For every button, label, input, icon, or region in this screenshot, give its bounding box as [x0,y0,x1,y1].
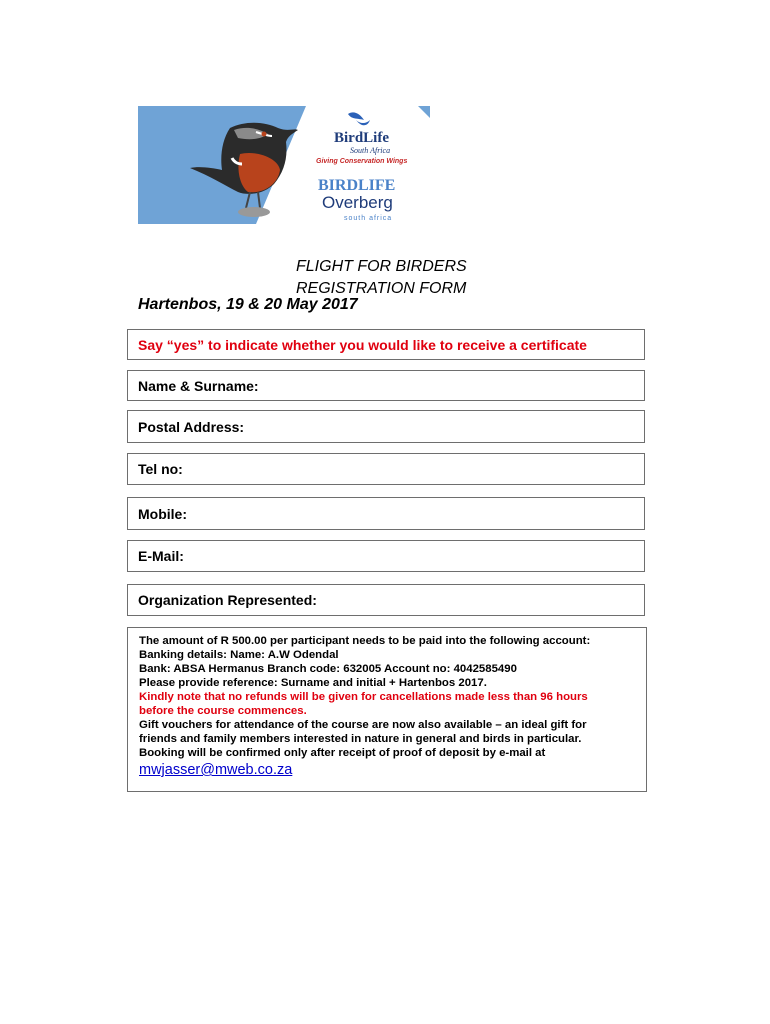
contact-email-link[interactable]: mwjasser@mweb.co.za [139,762,293,778]
logo-birdlife-text: BirdLife [334,130,389,146]
reference-text: Please provide reference: Surname and initial + Hartenbos 2017. [139,677,487,689]
form-title [296,256,467,300]
email-field[interactable] [127,540,645,572]
tel-label: Tel no: [138,461,183,477]
logo-graphic [138,106,430,224]
event-subtitle: Hartenbos, 19 & 20 May 2017 [138,296,358,313]
banking-details-text: Banking details: Name: A.W Odendal [139,649,339,661]
organization-field[interactable] [127,584,645,616]
payment-info-box [127,627,647,792]
booking-confirmation-text: Booking will be confirmed only after receipt of proof of deposit by e-mail at [139,747,546,759]
logo-birdlife-caps: BIRDLIFE [318,177,396,194]
mobile-label: Mobile: [138,505,187,522]
gift-voucher-line-1: Gift vouchers for attendance of the course are now also available – an ideal gift for [139,719,587,731]
logo-overberg-text: Overberg [322,193,393,212]
birdlife-wing-icon [348,112,370,125]
bank-account-text: Bank: ABSA Hermanus Branch code: 632005 Account no: 4042585490 [139,663,517,675]
email-label: E-Mail: [138,548,184,564]
refund-notice-line-2: before the course commences. [139,705,307,717]
postal-address-field[interactable] [127,410,645,443]
logo-south-africa-text: South Africa [350,146,391,155]
logo-tagline-text: Giving Conservation Wings [316,158,408,165]
refund-notice-line-1: Kindly note that no refunds will be given for cancellations made less than 96 hours [139,691,588,703]
organization-label: Organization Represented: [138,592,317,608]
certificate-field[interactable] [127,329,645,360]
name-surname-label: Name & Surname: [138,377,259,394]
title-line-1: FLIGHT FOR BIRDERS [296,258,467,275]
logo-sa-small-text: south africa [344,215,393,222]
gift-voucher-line-2: friends and family members interested in nature in general and birds in particular. [139,733,582,745]
certificate-label: Say “yes” to indicate whether you would like to receive a certificate [138,336,587,353]
postal-address-label: Postal Address: [138,418,245,435]
tel-field[interactable] [127,453,645,485]
payment-amount-text: The amount of R 500.00 per participant needs to be paid into the following account: [139,635,591,647]
title-line-2: REGISTRATION FORM [296,280,467,297]
name-surname-field[interactable] [127,370,645,401]
birdlife-logo [138,106,430,224]
mobile-field[interactable] [127,497,645,530]
